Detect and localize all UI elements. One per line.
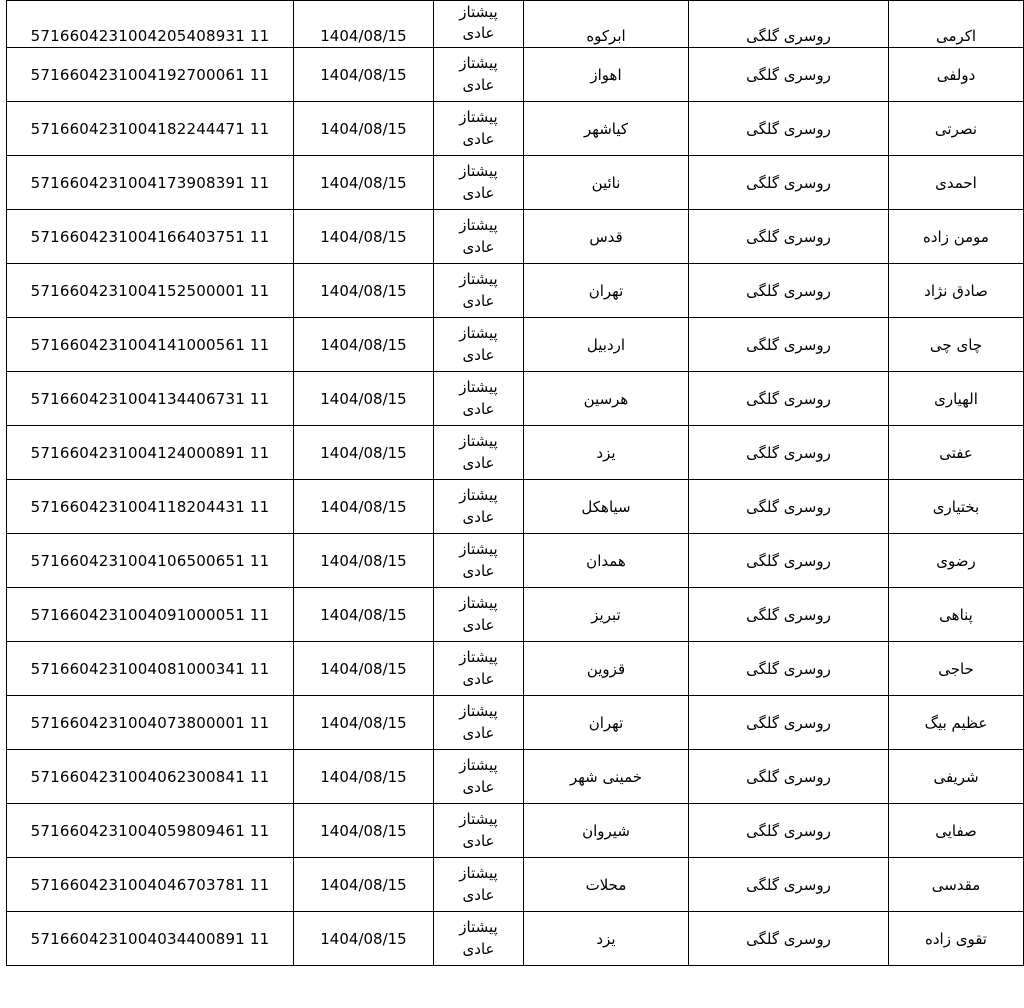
cell-date: 1404/08/15 bbox=[294, 48, 434, 102]
cell-recipient-name: مقدسی bbox=[889, 858, 1024, 912]
service-type-line-1: پیشتاز bbox=[459, 647, 498, 666]
cell-city: اردبیل bbox=[524, 318, 689, 372]
table-row bbox=[7, 696, 1024, 750]
cell-product: روسری گلگی bbox=[689, 1, 889, 48]
cell-service-type bbox=[434, 102, 524, 156]
cell-tracking-code: 5716604231004141000561 11 bbox=[7, 318, 294, 372]
service-type-line-2: عادی bbox=[462, 453, 495, 472]
cell-service-type bbox=[434, 642, 524, 696]
service-type-line-2: عادی bbox=[462, 75, 495, 94]
cell-service-type bbox=[434, 858, 524, 912]
table-row bbox=[7, 642, 1024, 696]
cell-city: محلات bbox=[524, 858, 689, 912]
cell-service-type bbox=[434, 210, 524, 264]
cell-date: 1404/08/15 bbox=[294, 264, 434, 318]
cell-city: ابرکوه bbox=[524, 1, 689, 48]
cell-tracking-code: 5716604231004152500001 11 bbox=[7, 264, 294, 318]
cell-product: روسری گلگی bbox=[689, 156, 889, 210]
cell-city: شیروان bbox=[524, 804, 689, 858]
cell-date: 1404/08/15 bbox=[294, 750, 434, 804]
cell-date: 1404/08/15 bbox=[294, 318, 434, 372]
cell-city: قزوین bbox=[524, 642, 689, 696]
service-type-line-2: عادی bbox=[462, 399, 495, 418]
cell-date: 1404/08/15 bbox=[294, 534, 434, 588]
cell-recipient-name: احمدی bbox=[889, 156, 1024, 210]
cell-product: روسری گلگی bbox=[689, 210, 889, 264]
service-type-line-1: پیشتاز bbox=[459, 485, 498, 504]
cell-date: 1404/08/15 bbox=[294, 1, 434, 48]
cell-recipient-name: رضوی bbox=[889, 534, 1024, 588]
cell-recipient-name: مومن زاده bbox=[889, 210, 1024, 264]
cell-service-type bbox=[434, 156, 524, 210]
table-row bbox=[7, 210, 1024, 264]
cell-tracking-code: 5716604231004205408931 11 bbox=[7, 1, 294, 48]
cell-service-type bbox=[434, 534, 524, 588]
cell-city: یزد bbox=[524, 426, 689, 480]
cell-tracking-code: 5716604231004118204431 11 bbox=[7, 480, 294, 534]
cell-tracking-code: 5716604231004046703781 11 bbox=[7, 858, 294, 912]
cell-city: کیاشهر bbox=[524, 102, 689, 156]
cell-recipient-name: عظیم بیگ bbox=[889, 696, 1024, 750]
service-type-line-1: پیشتاز bbox=[459, 2, 498, 21]
cell-service-type bbox=[434, 426, 524, 480]
cell-tracking-code: 5716604231004073800001 11 bbox=[7, 696, 294, 750]
table-row bbox=[7, 156, 1024, 210]
cell-product: روسری گلگی bbox=[689, 912, 889, 966]
cell-product: روسری گلگی bbox=[689, 642, 889, 696]
cell-recipient-name: بختیاری bbox=[889, 480, 1024, 534]
cell-tracking-code: 5716604231004134406731 11 bbox=[7, 372, 294, 426]
cell-product: روسری گلگی bbox=[689, 426, 889, 480]
cell-date: 1404/08/15 bbox=[294, 480, 434, 534]
cell-date: 1404/08/15 bbox=[294, 858, 434, 912]
cell-tracking-code: 5716604231004106500651 11 bbox=[7, 534, 294, 588]
table-row bbox=[7, 426, 1024, 480]
cell-city: خمینی شهر bbox=[524, 750, 689, 804]
service-type-line-1: پیشتاز bbox=[459, 593, 498, 612]
service-type-line-2: عادی bbox=[462, 24, 495, 43]
table-row bbox=[7, 534, 1024, 588]
cell-recipient-name: پناهی bbox=[889, 588, 1024, 642]
cell-date: 1404/08/15 bbox=[294, 210, 434, 264]
cell-city: اهواز bbox=[524, 48, 689, 102]
cell-recipient-name: عفتی bbox=[889, 426, 1024, 480]
service-type-line-2: عادی bbox=[462, 831, 495, 850]
service-type-line-1: پیشتاز bbox=[459, 107, 498, 126]
service-type-line-1: پیشتاز bbox=[459, 539, 498, 558]
cell-recipient-name: حاجی bbox=[889, 642, 1024, 696]
cell-recipient-name: تقوی زاده bbox=[889, 912, 1024, 966]
table-row bbox=[7, 858, 1024, 912]
cell-recipient-name: نصرتی bbox=[889, 102, 1024, 156]
service-type-line-2: عادی bbox=[462, 939, 495, 958]
service-type-line-2: عادی bbox=[462, 777, 495, 796]
service-type-line-1: پیشتاز bbox=[459, 377, 498, 396]
table-row bbox=[7, 804, 1024, 858]
service-type-line-1: پیشتاز bbox=[459, 215, 498, 234]
service-type-line-1: پیشتاز bbox=[459, 269, 498, 288]
cell-city: همدان bbox=[524, 534, 689, 588]
cell-tracking-code: 5716604231004192700061 11 bbox=[7, 48, 294, 102]
cell-date: 1404/08/15 bbox=[294, 588, 434, 642]
service-type-line-1: پیشتاز bbox=[459, 863, 498, 882]
service-type-line-1: پیشتاز bbox=[459, 917, 498, 936]
table-row bbox=[7, 588, 1024, 642]
cell-product: روسری گلگی bbox=[689, 318, 889, 372]
table-row bbox=[7, 102, 1024, 156]
cell-date: 1404/08/15 bbox=[294, 426, 434, 480]
cell-city: تهران bbox=[524, 264, 689, 318]
service-type-line-2: عادی bbox=[462, 507, 495, 526]
cell-product: روسری گلگی bbox=[689, 480, 889, 534]
service-type-line-2: عادی bbox=[462, 885, 495, 904]
service-type-line-1: پیشتاز bbox=[459, 161, 498, 180]
cell-recipient-name: دولفی bbox=[889, 48, 1024, 102]
shipment-table bbox=[6, 0, 1024, 966]
cell-city: سیاهکل bbox=[524, 480, 689, 534]
cell-service-type bbox=[434, 372, 524, 426]
cell-service-type bbox=[434, 48, 524, 102]
service-type-line-1: پیشتاز bbox=[459, 701, 498, 720]
cell-city: نائین bbox=[524, 156, 689, 210]
table-row bbox=[7, 480, 1024, 534]
cell-product: روسری گلگی bbox=[689, 588, 889, 642]
cell-service-type bbox=[434, 696, 524, 750]
cell-product: روسری گلگی bbox=[689, 534, 889, 588]
cell-recipient-name: اکرمی bbox=[889, 1, 1024, 48]
cell-date: 1404/08/15 bbox=[294, 156, 434, 210]
cell-date: 1404/08/15 bbox=[294, 102, 434, 156]
table-row bbox=[7, 1, 1024, 48]
cell-tracking-code: 5716604231004173908391 11 bbox=[7, 156, 294, 210]
service-type-line-1: پیشتاز bbox=[459, 809, 498, 828]
cell-recipient-name: صادق نژاد bbox=[889, 264, 1024, 318]
service-type-line-2: عادی bbox=[462, 669, 495, 688]
service-type-line-2: عادی bbox=[462, 345, 495, 364]
cell-recipient-name: الهیاری bbox=[889, 372, 1024, 426]
cell-service-type bbox=[434, 912, 524, 966]
table-row bbox=[7, 48, 1024, 102]
cell-product: روسری گلگی bbox=[689, 264, 889, 318]
cell-service-type bbox=[434, 264, 524, 318]
cell-city: یزد bbox=[524, 912, 689, 966]
cell-product: روسری گلگی bbox=[689, 48, 889, 102]
service-type-line-2: عادی bbox=[462, 723, 495, 742]
cell-recipient-name: چای چی bbox=[889, 318, 1024, 372]
cell-tracking-code: 5716604231004166403751 11 bbox=[7, 210, 294, 264]
cell-product: روسری گلگی bbox=[689, 858, 889, 912]
cell-service-type bbox=[434, 318, 524, 372]
cell-service-type bbox=[434, 1, 524, 48]
cell-date: 1404/08/15 bbox=[294, 912, 434, 966]
cell-product: روسری گلگی bbox=[689, 804, 889, 858]
cell-date: 1404/08/15 bbox=[294, 372, 434, 426]
cell-recipient-name: صفایی bbox=[889, 804, 1024, 858]
cell-product: روسری گلگی bbox=[689, 750, 889, 804]
service-type-line-2: عادی bbox=[462, 129, 495, 148]
table-row bbox=[7, 372, 1024, 426]
cell-product: روسری گلگی bbox=[689, 102, 889, 156]
service-type-line-1: پیشتاز bbox=[459, 431, 498, 450]
cell-tracking-code: 5716604231004124000891 11 bbox=[7, 426, 294, 480]
cell-tracking-code: 5716604231004081000341 11 bbox=[7, 642, 294, 696]
service-type-line-2: عادی bbox=[462, 183, 495, 202]
service-type-line-2: عادی bbox=[462, 291, 495, 310]
table-row bbox=[7, 750, 1024, 804]
service-type-line-2: عادی bbox=[462, 561, 495, 580]
service-type-line-1: پیشتاز bbox=[459, 323, 498, 342]
cell-service-type bbox=[434, 750, 524, 804]
cell-recipient-name: شریفی bbox=[889, 750, 1024, 804]
cell-product: روسری گلگی bbox=[689, 696, 889, 750]
cell-city: قدس bbox=[524, 210, 689, 264]
table-body bbox=[7, 1, 1024, 966]
cell-tracking-code: 5716604231004059809461 11 bbox=[7, 804, 294, 858]
table-row bbox=[7, 912, 1024, 966]
service-type-line-2: عادی bbox=[462, 237, 495, 256]
cell-product: روسری گلگی bbox=[689, 372, 889, 426]
cell-city: تبریز bbox=[524, 588, 689, 642]
cell-date: 1404/08/15 bbox=[294, 642, 434, 696]
cell-service-type bbox=[434, 480, 524, 534]
cell-tracking-code: 5716604231004182244471 11 bbox=[7, 102, 294, 156]
cell-date: 1404/08/15 bbox=[294, 804, 434, 858]
cell-city: تهران bbox=[524, 696, 689, 750]
service-type-line-1: پیشتاز bbox=[459, 53, 498, 72]
table-row bbox=[7, 264, 1024, 318]
service-type-line-1: پیشتاز bbox=[459, 755, 498, 774]
cell-city: هرسین bbox=[524, 372, 689, 426]
cell-service-type bbox=[434, 588, 524, 642]
cell-date: 1404/08/15 bbox=[294, 696, 434, 750]
cell-tracking-code: 5716604231004034400891 11 bbox=[7, 912, 294, 966]
table-row bbox=[7, 318, 1024, 372]
cell-tracking-code: 5716604231004091000051 11 bbox=[7, 588, 294, 642]
service-type-line-2: عادی bbox=[462, 615, 495, 634]
cell-service-type bbox=[434, 804, 524, 858]
cell-tracking-code: 5716604231004062300841 11 bbox=[7, 750, 294, 804]
